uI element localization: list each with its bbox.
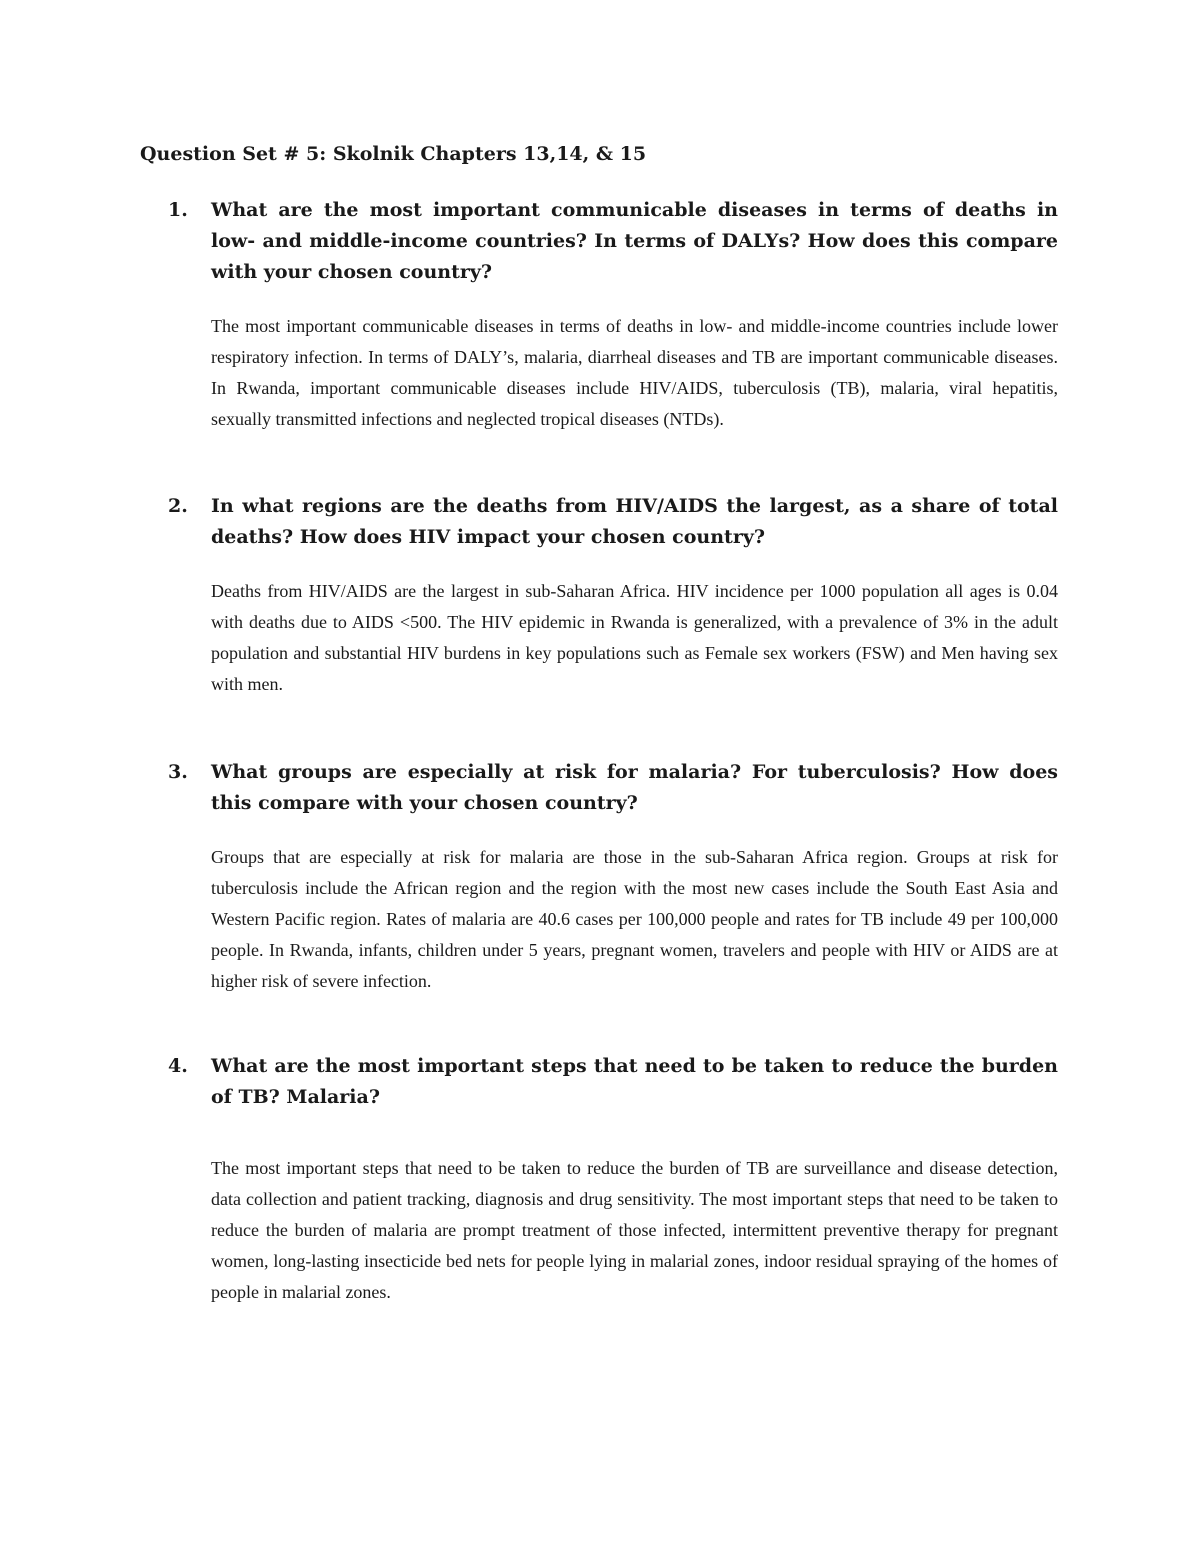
document-title: Question Set # 5: Skolnik Chapters 13,14, & 15 (140, 143, 647, 165)
question-text: What are the most important steps that need to be taken to reduce the burden of TB? Malaria? (211, 1055, 1058, 1108)
question-number: 1. (168, 199, 188, 221)
question-item (168, 1051, 1058, 1308)
question-item (168, 195, 1058, 435)
question-number: 4. (168, 1055, 188, 1077)
question-text: What groups are especially at risk for malaria? For tuberculosis? How does this compare with your chosen country? (211, 761, 1058, 814)
question-item (168, 491, 1058, 700)
question-item (168, 757, 1058, 997)
question-text: What are the most important communicable diseases in terms of deaths in low- and middle-income countries? In terms of DALYs? How does this compare with your chosen country? (211, 199, 1058, 283)
answer-text: Groups that are especially at risk for malaria are those in the sub-Saharan Africa region. Groups at risk for tuberculosis include the African region and the region with the most new cases include the South East Asia and Western Pacific region. Rates of malaria are 40.6 cases per 100,000 people and rates for TB include 49 per 100,000 people. In Rwanda, infants, children under 5 years, pregnant women, travelers and people with HIV or AIDS are at higher risk of severe infection. (211, 847, 1058, 991)
question-text: In what regions are the deaths from HIV/AIDS the largest, as a share of total deaths? How does HIV impact your chosen country? (211, 495, 1058, 548)
answer-text: Deaths from HIV/AIDS are the largest in sub-Saharan Africa. HIV incidence per 1000 population all ages is 0.04 with deaths due to AIDS <500. The HIV epidemic in Rwanda is generalized, with a prevalence of 3% in the adult population and substantial HIV burdens in key populations such as Female sex workers (FSW) and Men having sex with men. (211, 581, 1058, 694)
answer-text: The most important steps that need to be taken to reduce the burden of TB are surveillance and disease detection, data collection and patient tracking, diagnosis and drug sensitivity. The most important steps that need to be taken to reduce the burden of malaria are prompt treatment of those infected, intermittent preventive therapy for pregnant women, long-lasting insecticide bed nets for people lying in malarial zones, indoor residual spraying of the homes of people in malarial zones. (211, 1158, 1058, 1302)
answer-text: The most important communicable diseases in terms of deaths in low- and middle-income countries include lower respiratory infection. In terms of DALY’s, malaria, diarrheal diseases and TB are important communicable diseases. In Rwanda, important communicable diseases include HIV/AIDS, tuberculosis (TB), malaria, viral hepatitis, sexually transmitted infections and neglected tropical diseases (NTDs). (211, 316, 1058, 429)
question-number: 3. (168, 761, 188, 783)
question-number: 2. (168, 495, 188, 517)
